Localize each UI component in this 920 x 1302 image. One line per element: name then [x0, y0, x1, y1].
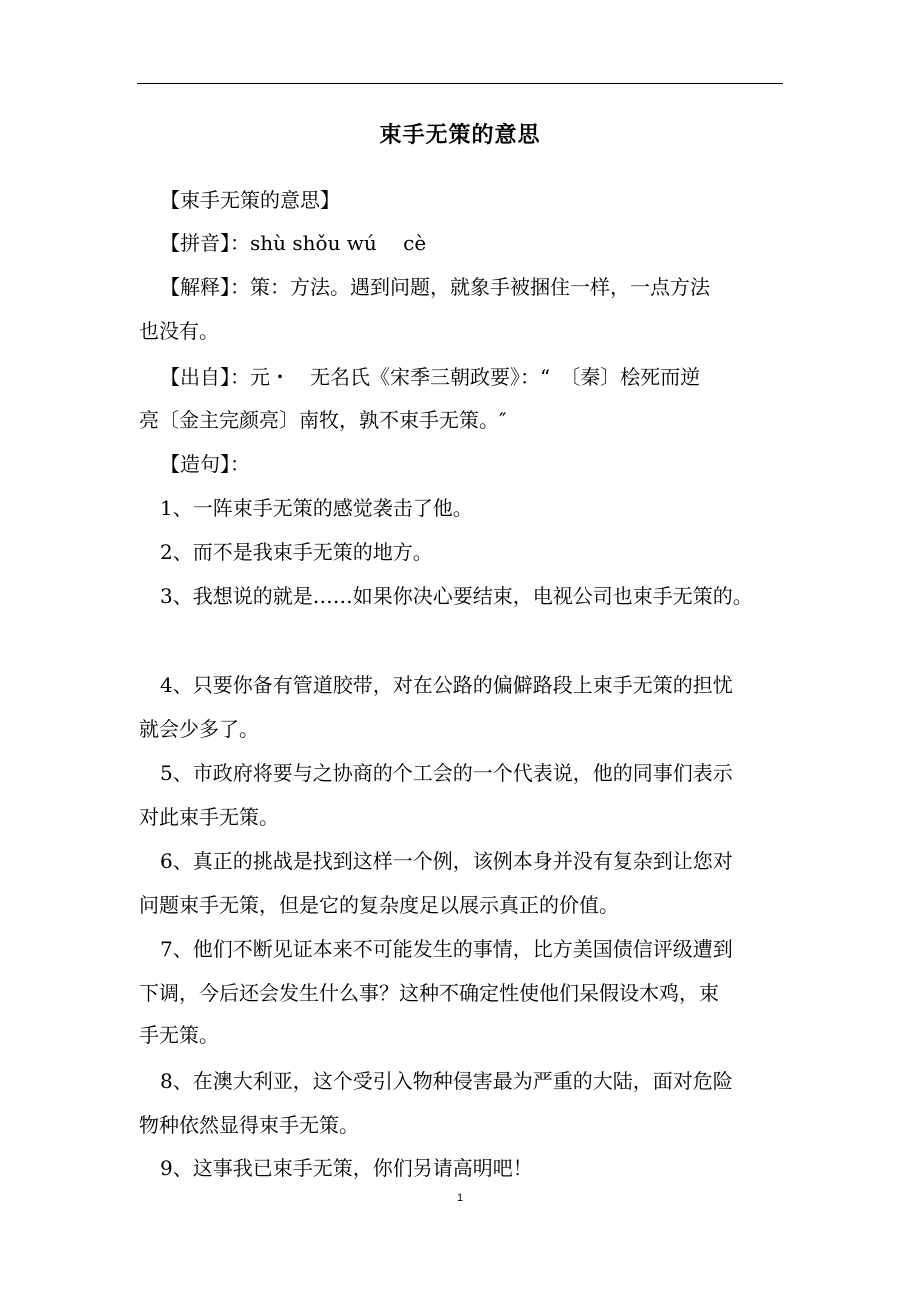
example-7: 7、他们不断见证本来不可能发生的事情，比方美国债信评级遭到 [160, 937, 733, 961]
example-3: 3、我想说的就是……如果你决心要结束，电视公司也束手无策的。 [160, 584, 753, 608]
explanation-line: 【解释】：策：方法。遇到问题，就象手被捆住一样，一点方法 [160, 275, 710, 299]
example-7-cont: 下调，今后还会发生什么事？这种不确定性使他们呆假设木鸡，束 [139, 981, 719, 1005]
page-number: 1 [456, 1192, 464, 1204]
example-2: 2、而不是我束手无策的地方。 [160, 540, 433, 564]
heading-meaning: 【束手无策的意思】 [160, 188, 340, 212]
header-rule [137, 83, 783, 84]
pinyin-line: 【拼音】：shù shǒu wú cè [160, 231, 427, 255]
example-9: 9、这事我已束手无策，你们另请高明吧！ [160, 1156, 533, 1180]
example-5: 5、市政府将要与之协商的个工会的一个代表说，他的同事们表示 [160, 761, 733, 785]
example-8: 8、在澳大利亚，这个受引入物种侵害最为严重的大陆，面对危险 [160, 1069, 733, 1093]
explanation-line-cont: 也没有。 [139, 319, 219, 343]
example-8-cont: 物种依然显得束手无策。 [139, 1113, 359, 1137]
example-6: 6、真正的挑战是找到这样一个例，该例本身并没有复杂到让您对 [160, 849, 733, 873]
page-title: 束手无策的意思 [379, 123, 541, 148]
source-line: 【出自】：元・ 无名氏《宋季三朝政要》：“ 〔秦〕桧死而逆 [160, 365, 701, 389]
example-5-cont: 对此束手无策。 [139, 805, 279, 829]
example-4-cont: 就会少多了。 [139, 717, 259, 741]
source-line-cont: 亮〔金主完颜亮〕南牧，孰不束手无策。″ [139, 408, 507, 432]
examples-heading: 【造句】： [160, 452, 250, 476]
example-7-cont-2: 手无策。 [139, 1023, 219, 1047]
example-6-cont: 问题束手无策，但是它的复杂度足以展示真正的价值。 [139, 893, 619, 917]
example-1: 1、一阵束手无策的感觉袭击了他。 [160, 496, 473, 520]
example-4: 4、只要你备有管道胶带，对在公路的偏僻路段上束手无策的担忧 [160, 673, 733, 697]
